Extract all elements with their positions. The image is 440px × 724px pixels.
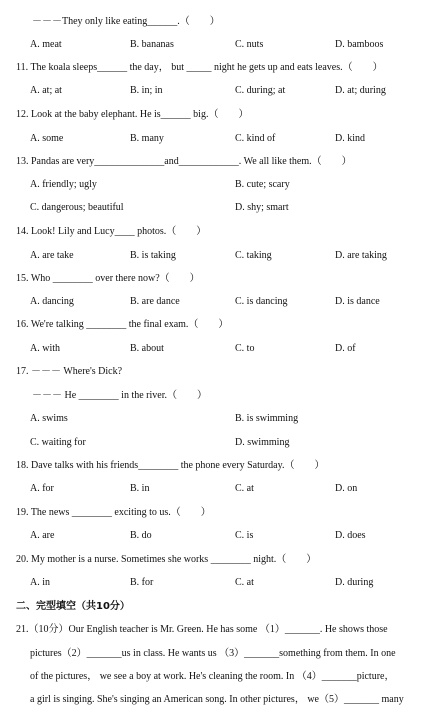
text-line: [0, 270, 440, 288]
line-text: B. in: [130, 483, 150, 494]
text-line: [0, 293, 440, 311]
text-line: [0, 434, 440, 452]
text-line: [0, 691, 440, 709]
text-line: [0, 153, 440, 171]
line-text: A. swims: [30, 413, 68, 424]
text-line: [0, 527, 440, 545]
text-line: [0, 410, 440, 428]
line-text: A. friendly; ugly: [30, 179, 97, 190]
text-line: [0, 247, 440, 265]
text-line: [0, 621, 440, 639]
section-heading: [0, 598, 440, 616]
line-text: B. cute; scary: [235, 179, 290, 190]
line-text: C. during; at: [235, 85, 286, 96]
text-line: [0, 387, 440, 405]
line-text: 14. Look! Lily and Lucy____ photos.（ ）: [16, 226, 207, 237]
line-text: B. do: [130, 530, 152, 541]
text-line: [0, 199, 440, 217]
line-text: 13. Pandas are very______________and____________. We all like them.（ ）: [16, 156, 352, 167]
text-line: [0, 551, 440, 569]
line-text: pictures（2）_______us in class. He wants us （3）_______something from them. In one: [30, 648, 396, 659]
text-line: [0, 504, 440, 522]
line-text: A. dancing: [30, 296, 74, 307]
line-text: D. kind: [335, 133, 365, 144]
line-text: A. are take: [30, 250, 74, 261]
line-text: C. is: [235, 530, 254, 541]
line-text: B. is swimming: [235, 413, 299, 424]
line-text: C. kind of: [235, 133, 276, 144]
line-text: －－－ He ________ in the river.（ ）: [32, 390, 207, 401]
line-text: a girl is singing. She's singing an American song. In other pictures， we（5）_______ many: [30, 694, 404, 705]
line-text: D. during: [335, 577, 374, 588]
line-text: D. swimming: [235, 437, 290, 448]
line-text: B. many: [130, 133, 164, 144]
line-text: D. does: [335, 530, 366, 541]
text-line: [0, 668, 440, 686]
text-line: [0, 574, 440, 592]
line-text: D. of: [335, 343, 356, 354]
text-line: [0, 176, 440, 194]
line-text: D. at; during: [335, 85, 386, 96]
line-text: C. nuts: [235, 39, 264, 50]
line-text: A. some: [30, 133, 64, 144]
text-line: [0, 480, 440, 498]
line-text: C. waiting for: [30, 437, 86, 448]
line-text: D. shy; smart: [235, 202, 289, 213]
line-text: A. are: [30, 530, 55, 541]
line-text: 二、完型填空（共10分）: [16, 601, 130, 612]
text-line: [0, 13, 440, 31]
line-text: A. meat: [30, 39, 62, 50]
line-text: B. for: [130, 577, 154, 588]
text-line: [0, 340, 440, 358]
text-line: [0, 36, 440, 54]
line-text: 15. Who ________ over there now?（ ）: [16, 273, 200, 284]
line-text: B. about: [130, 343, 164, 354]
line-text: 20. My mother is a nurse. Sometimes she works ________ night.（ ）: [16, 554, 317, 565]
text-line: [0, 363, 440, 381]
text-line: [0, 106, 440, 124]
line-text: A. at; at: [30, 85, 62, 96]
line-text: －－－They only like eating______.（ ）: [32, 16, 220, 27]
text-line: [0, 82, 440, 100]
text-line: [0, 59, 440, 77]
line-text: 16. We're talking ________ the final exam.（ ）: [16, 319, 229, 330]
line-text: C. at: [235, 577, 254, 588]
line-text: A. in: [30, 577, 50, 588]
line-text: C. to: [235, 343, 255, 354]
line-text: of the pictures， we see a boy at work. He's cleaning the room. In （4）_______picture，: [30, 671, 395, 682]
text-line: [0, 457, 440, 475]
line-text: A. for: [30, 483, 54, 494]
line-text: B. bananas: [130, 39, 174, 50]
text-line: [0, 223, 440, 241]
line-text: A. with: [30, 343, 60, 354]
line-text: B. in; in: [130, 85, 163, 96]
line-text: 17. －－－ Where's Dick?: [16, 366, 123, 377]
line-text: D. on: [335, 483, 358, 494]
text-line: [0, 316, 440, 334]
text-line: [0, 130, 440, 148]
line-text: C. is dancing: [235, 296, 288, 307]
line-text: 11. The koala sleeps______ the day， but _____ night he gets up and eats leaves.（ ）: [16, 62, 383, 73]
line-text: C. dangerous; beautiful: [30, 202, 124, 213]
line-text: D. are taking: [335, 250, 387, 261]
line-text: 18. Dave talks with his friends________ the phone every Saturday.（ ）: [16, 460, 325, 471]
line-text: 19. The news ________ exciting to us.（ ）: [16, 507, 211, 518]
line-text: 21.（10分）Our English teacher is Mr. Green. He has some （1）_______. He shows those: [16, 624, 388, 635]
line-text: B. are dance: [130, 296, 180, 307]
line-text: 12. Look at the baby elephant. He is______ big.（ ）: [16, 109, 249, 120]
line-text: D. is dance: [335, 296, 380, 307]
line-text: D. bamboos: [335, 39, 384, 50]
line-text: B. is taking: [130, 250, 176, 261]
line-text: C. taking: [235, 250, 272, 261]
line-text: C. at: [235, 483, 254, 494]
text-line: [0, 645, 440, 663]
